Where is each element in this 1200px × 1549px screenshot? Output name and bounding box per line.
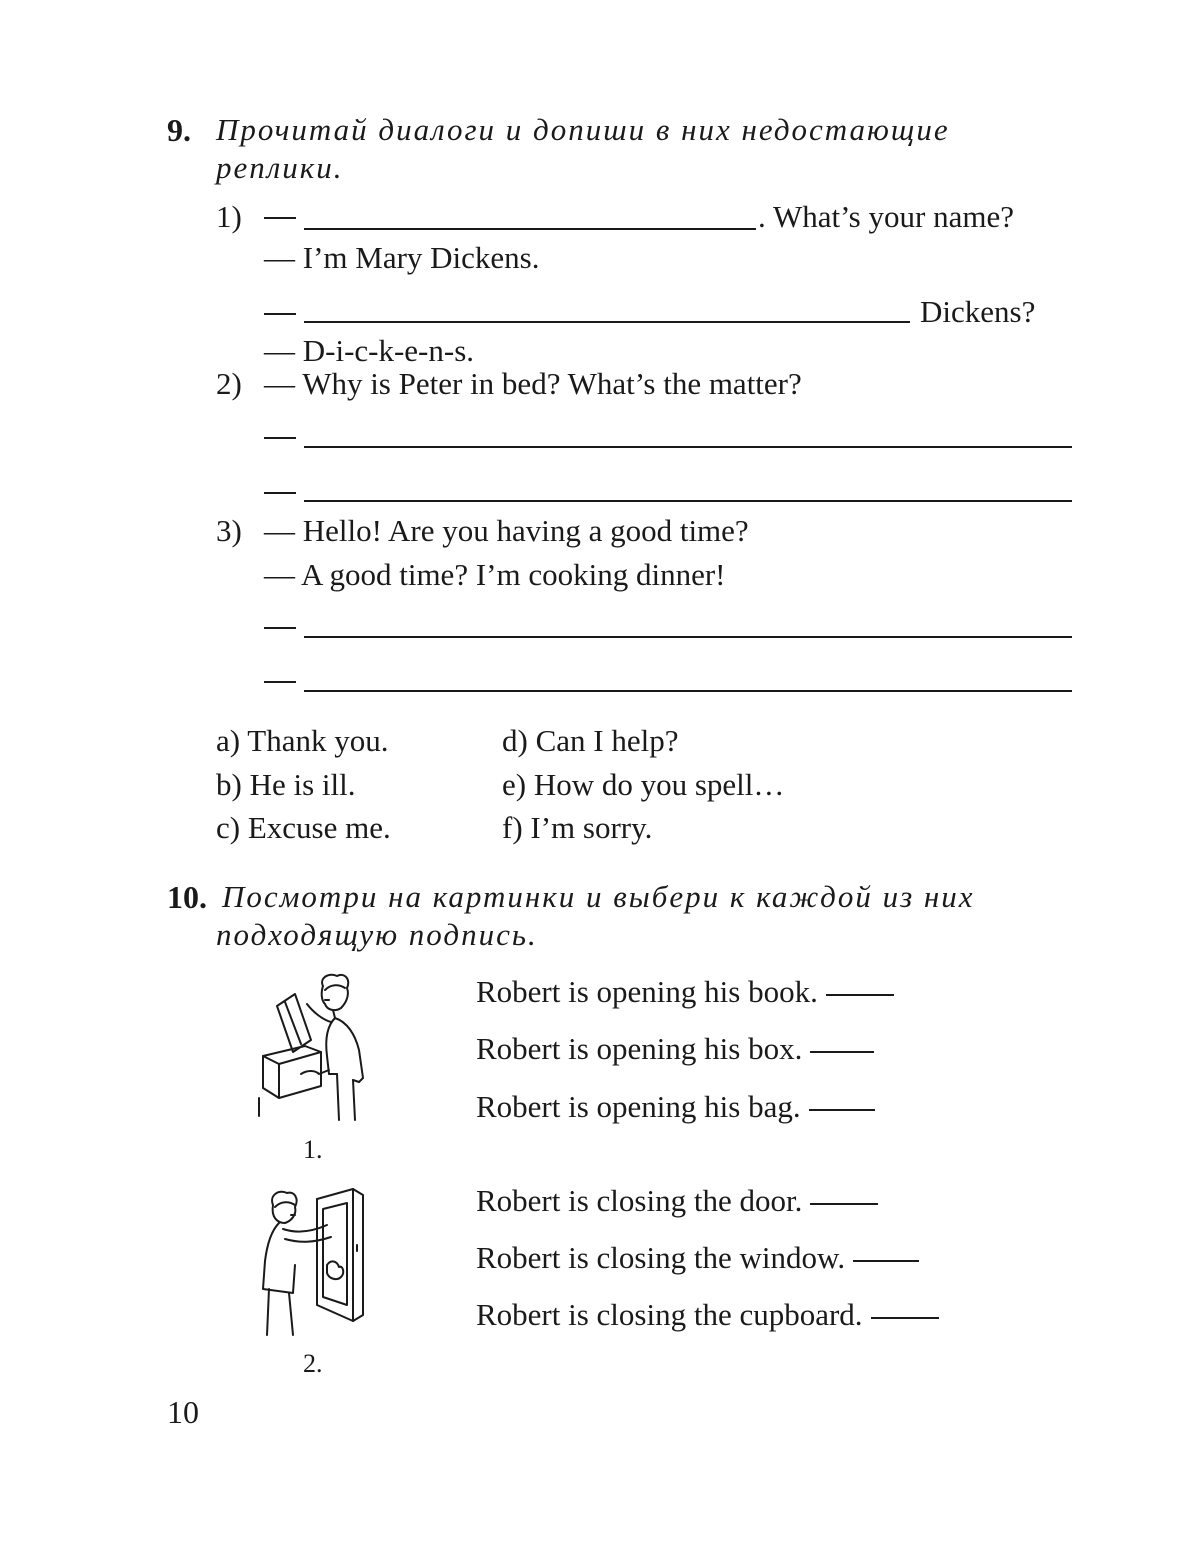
option-a: a) Thank you. (216, 723, 389, 758)
picture-1-label: 1. (303, 1135, 323, 1164)
answer-blank-1-2[interactable] (810, 1051, 874, 1053)
answer-line-2b[interactable] (304, 446, 1072, 448)
dialogue-dash (264, 492, 296, 494)
sentence-1-3 (476, 1089, 875, 1125)
sentence-1-3-text: Robert is opening his bag. (476, 1089, 801, 1124)
sentence-1-2 (476, 1031, 874, 1067)
option-b: b) He is ill. (216, 767, 356, 802)
option-e: e) How do you spell… (502, 767, 785, 802)
page-number: 10 (167, 1394, 199, 1430)
picture-2-label: 2. (303, 1349, 323, 1378)
answer-blank-1-3[interactable] (809, 1109, 875, 1111)
answer-blank-2-1[interactable] (810, 1203, 878, 1205)
dialogue-3-number: 3) (216, 513, 242, 548)
sentence-2-3-text: Robert is closing the cupboard. (476, 1297, 863, 1332)
dialogue-2-line-a: — Why is Peter in bed? What’s the matter? (264, 366, 802, 401)
sentence-2-1-text: Robert is closing the door. (476, 1183, 803, 1218)
sentence-2-3 (476, 1297, 939, 1333)
answer-blank-2-3[interactable] (871, 1317, 939, 1319)
answer-line-3d[interactable] (304, 690, 1072, 692)
dialogue-1-number: 1) (216, 199, 242, 234)
robert-opening-box-illustration (255, 970, 380, 1125)
answer-blank-2-2[interactable] (853, 1260, 919, 1262)
answer-line-2c[interactable] (304, 500, 1072, 502)
option-f: f) I’m sorry. (502, 810, 653, 845)
dialogue-1-line-a-suffix: . What’s your name? (758, 199, 1014, 234)
answer-blank-1-1[interactable] (826, 994, 894, 996)
exercise-10-number: 10. (167, 879, 207, 915)
dialogue-dash (264, 217, 296, 219)
dialogue-1-line-c-suffix: Dickens? (920, 294, 1036, 329)
dialogue-3-line-b: — A good time? I’m cooking dinner! (264, 557, 726, 592)
sentence-1-1 (476, 974, 894, 1010)
option-d: d) Can I help? (502, 723, 679, 758)
sentence-2-2-text: Robert is closing the window. (476, 1240, 846, 1275)
sentence-1-1-text: Robert is opening his book. (476, 974, 818, 1009)
dialogue-dash (264, 437, 296, 439)
dialogue-dash (264, 627, 296, 629)
exercise-9-instruction-line2: реплики. (216, 150, 344, 185)
robert-closing-cupboard-illustration (255, 1185, 380, 1340)
dialogue-2-number: 2) (216, 366, 242, 401)
answer-line-1c[interactable] (304, 321, 910, 323)
sentence-2-1 (476, 1183, 878, 1219)
dialogue-dash (264, 681, 296, 683)
exercise-9-instruction-line1: Прочитай диалоги и допиши в них недостающие (216, 112, 950, 147)
dialogue-1-line-d: — D-i-c-k-e-n-s. (264, 333, 475, 368)
option-c: c) Excuse me. (216, 810, 391, 845)
exercise-10-instruction-line2: подходящую подпись. (216, 917, 538, 952)
dialogue-dash (264, 313, 296, 315)
exercise-10-instruction-line1: Посмотри на картинки и выбери к каждой из них (222, 879, 975, 914)
answer-line-3c[interactable] (304, 636, 1072, 638)
sentence-2-2 (476, 1240, 919, 1276)
dialogue-3-line-a: — Hello! Are you having a good time? (264, 513, 749, 548)
sentence-1-2-text: Robert is opening his box. (476, 1031, 803, 1066)
answer-line-1a[interactable] (304, 228, 756, 230)
exercise-9-number: 9. (167, 112, 191, 148)
dialogue-1-line-b: — I’m Mary Dickens. (264, 240, 540, 275)
